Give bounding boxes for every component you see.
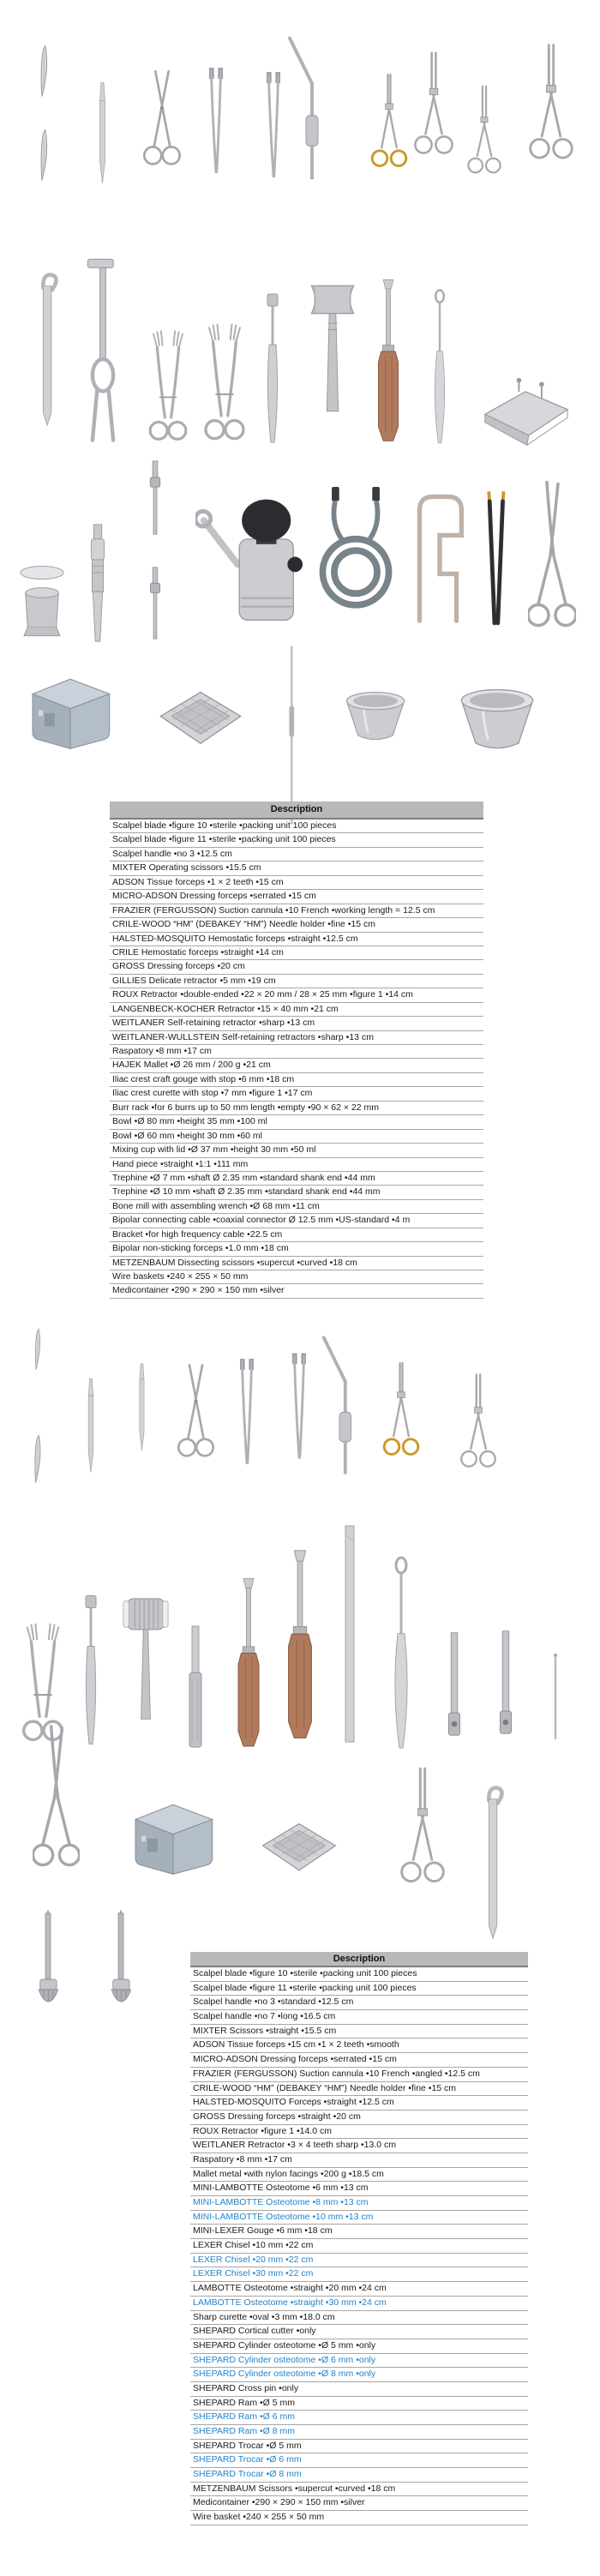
halsted-mosquito-forceps-image [459, 1369, 497, 1482]
raspatory-image [78, 1589, 104, 1751]
table-row: Bipolar connecting cable •coaxial connector Ø 12.5 mm •US-standard •4 m [110, 1214, 483, 1228]
table-row: Scalpel blade •figure 10 •sterile •packing unit 100 pieces [110, 820, 483, 833]
bowl-60mm-image [339, 682, 411, 753]
table-row[interactable]: LAMBOTTE Osteotome •straight •30 mm •24 cm [190, 2297, 528, 2311]
table-row: Raspatory •8 mm •17 cm [110, 1045, 483, 1059]
table-row: Bowl •Ø 60 mm •height 30 mm •60 ml [110, 1130, 483, 1144]
table-row: MIXTER Scissors •straight •15.5 cm [190, 2025, 528, 2039]
table-row[interactable]: SHEPARD Ram •Ø 8 mm [190, 2425, 528, 2440]
table-row: METZENBAUM Scissors •supercut •curved •18 cm [190, 2483, 528, 2497]
mini-lexer-gouge-image [387, 1555, 415, 1751]
metzenbaum-scissors-image [33, 1721, 80, 1879]
table-row: LAMBOTTE Osteotome •straight •20 mm •24 cm [190, 2282, 528, 2297]
hand-piece-image [83, 523, 112, 643]
table-row: LANGENBECK-KOCHER Retractor •15 × 40 mm •21 cm [110, 1003, 483, 1017]
table-row: Scalpel blade •figure 11 •sterile •packing unit 100 pieces [110, 833, 483, 847]
bipolar-connecting-cable-image [310, 468, 401, 643]
table-row: SHEPARD Cortical cutter •only [190, 2325, 528, 2339]
shepard-cross-pin-image [549, 1642, 562, 1751]
langenbeck-kocher-retractor-image [84, 254, 122, 446]
table-row: ROUX Retractor •double-ended •22 × 20 mm / 28 × 25 mm •figure 1 •14 cm [110, 988, 483, 1002]
table-row: Trephine •Ø 7 mm •shaft Ø 2.35 mm •standard shank end •44 mm [110, 1172, 483, 1186]
table-row: Medicontainer •290 × 290 × 150 mm •silver [190, 2496, 528, 2511]
table-row: MIXTER Operating scissors •15.5 cm [110, 862, 483, 875]
table-row: Bowl •Ø 80 mm •height 35 mm •100 ml [110, 1115, 483, 1129]
table-row: Bracket •for high frequency cable •22.5 cm [110, 1228, 483, 1242]
shepard-trocar-image [103, 1900, 139, 2019]
table-row: GROSS Dressing forceps •straight •20 cm [190, 2111, 528, 2125]
adson-tissue-forceps-image [233, 1342, 261, 1482]
table-row: CRILE-WOOD “HM” (DEBAKEY “HM”) Needle holder •fine •15 cm [110, 918, 483, 932]
table-row[interactable]: MINI-LAMBOTTE Osteotome •10 mm •13 cm [190, 2211, 528, 2225]
table-row: LEXER Chisel •10 mm •22 cm [190, 2239, 528, 2254]
table-row: Scalpel handle •no 7 •long •16.5 cm [190, 2010, 528, 2025]
cable-bracket-image [401, 463, 477, 643]
table-row: METZENBAUM Dissecting scissors •supercut •curved •18 cm [110, 1257, 483, 1270]
gross-dressing-forceps-image [399, 1727, 446, 1935]
table-row: Mallet metal •with nylon facings •200 g •18.5 cm [190, 2168, 528, 2183]
table-row[interactable]: SHEPARD Ram •Ø 6 mm [190, 2411, 528, 2425]
mixter-scissors-image [142, 58, 182, 184]
iliac-crest-curette-image [426, 288, 453, 446]
table1-header: Description [110, 802, 483, 820]
shepard-cylinder-osteotome-image [442, 1628, 466, 1751]
scalpel-blade-figure-10-image [32, 1328, 45, 1371]
trephine-10mm-image [144, 566, 166, 641]
table2-header: Description [190, 1952, 528, 1967]
table-row: WEITLANER-WULLSTEIN Self-retaining retractors •sharp •13 cm [110, 1031, 483, 1045]
gross-forceps-image [528, 31, 574, 184]
table-row[interactable]: SHEPARD Cylinder osteotome •Ø 6 mm •only [190, 2354, 528, 2369]
micro-adson-forceps-image [285, 1331, 313, 1482]
table-row: WEITLANER Self-retaining retractor •sharp •13 cm [110, 1017, 483, 1030]
bipolar-forceps-image [473, 477, 514, 643]
table-row: Iliac crest craft gouge with stop •6 mm •18 cm [110, 1073, 483, 1087]
metzenbaum-scissors-image [528, 474, 576, 643]
table-row: MINI-LEXER Gouge •6 mm •18 cm [190, 2225, 528, 2239]
table-row: Trephine •Ø 10 mm •shaft Ø 2.35 mm •standard shank end •44 mm [110, 1186, 483, 1199]
table-row: MICRO-ADSON Dressing forceps •serrated •15 cm [110, 890, 483, 904]
crile-wood-needle-holder-image [370, 67, 408, 184]
table-row[interactable]: SHEPARD Cylinder osteotome •Ø 8 mm •only [190, 2368, 528, 2382]
table-row: Scalpel handle •no 3 •standard •12.5 cm [190, 1996, 528, 2010]
table-row: Bipolar non-sticking forceps •1.0 mm •18 cm [110, 1242, 483, 1256]
mini-lambotte-osteotome-image [183, 1624, 207, 1751]
table-row: Burr rack •for 6 burrs up to 50 mm length •empty •90 × 62 × 22 mm [110, 1102, 483, 1115]
table-row: Sharp curette •oval •3 mm •18.0 cm [190, 2311, 528, 2326]
table-row: SHEPARD Cylinder osteotome •Ø 5 mm •only [190, 2339, 528, 2354]
burr-rack-image [477, 375, 574, 448]
table-row: Medicontainer •290 × 290 × 150 mm •silver [110, 1284, 483, 1298]
roux-retractor-image [482, 1781, 506, 1942]
trephine-7mm-image [144, 459, 166, 537]
weitlaner-retractor-image [141, 326, 195, 450]
table-row: ADSON Tissue forceps •15 cm •1 × 2 teeth •smooth [190, 2039, 528, 2053]
table-row: FRAZIER (FERGUSSON) Suction cannula •10 French •working length = 12.5 cm [110, 904, 483, 918]
frazier-suction-cannula-image [315, 1329, 365, 1482]
table-row[interactable]: LEXER Chisel •30 mm •22 cm [190, 2267, 528, 2282]
table-row: MINI-LAMBOTTE Osteotome •6 mm •13 cm [190, 2182, 528, 2196]
table-row: GROSS Dressing forceps •20 cm [110, 960, 483, 974]
wire-basket-image [153, 679, 249, 754]
table-row: HAJEK Mallet •Ø 26 mm / 200 g •21 cm [110, 1059, 483, 1072]
table-row: Bone mill with assembling wrench •Ø 68 mm •11 cm [110, 1200, 483, 1214]
table-row: FRAZIER (FERGUSSON) Suction cannula •10 French •angled •12.5 cm [190, 2068, 528, 2082]
table-row: Wire basket •240 × 255 × 50 mm [190, 2511, 528, 2525]
table-row: Raspatory •8 mm •17 cm [190, 2153, 528, 2168]
iliac-crest-gouge-image [372, 277, 405, 446]
mixter-scissors-image [177, 1346, 215, 1482]
scalpel-blade-figure-11-image [32, 1434, 45, 1484]
table-row: ROUX Retractor •figure 1 •14.0 cm [190, 2125, 528, 2140]
table-row: HALSTED-MOSQUITO Forceps •straight •12.5 cm [190, 2096, 528, 2111]
medicontainer-image [22, 669, 118, 756]
table-row: CRILE Hemostatic forceps •straight •14 cm [110, 946, 483, 960]
table-row: ADSON Tissue forceps •1 × 2 teeth •15 cm [110, 876, 483, 890]
table-row: HALSTED-MOSQUITO Hemostatic forceps •straight •12.5 cm [110, 933, 483, 946]
table-row: WEITLANER Retractor •3 × 4 teeth sharp •13.0 cm [190, 2139, 528, 2153]
lexer-chisel-image [339, 1516, 360, 1751]
description-table-1 [110, 802, 483, 1299]
shepard-trocar-image [494, 1624, 518, 1751]
hajek-mallet-image [300, 251, 365, 446]
description-table-2 [190, 1952, 528, 2525]
table-row: SHEPARD Trocar •Ø 5 mm [190, 2440, 528, 2454]
raspatory-image [260, 291, 285, 446]
bone-mill-image [195, 474, 305, 643]
crile-forceps-image [413, 33, 454, 184]
table-row: CRILE-WOOD “HM” (DEBAKEY “HM”) Needle holder •fine •15 cm [190, 2082, 528, 2097]
scalpel-handle-image [96, 81, 109, 184]
scalpel-blade-figure-10-image [38, 45, 51, 98]
scalpel-handle-no3-image [85, 1369, 97, 1482]
lambotte-osteotome-20mm-image [232, 1576, 265, 1751]
table-row: Mixing cup with lid •Ø 37 mm •height 30 mm •50 ml [110, 1144, 483, 1157]
bipolar-probe-image [285, 643, 297, 827]
table-row: SHEPARD Ram •Ø 5 mm [190, 2397, 528, 2411]
table-row[interactable]: LEXER Chisel •20 mm •22 cm [190, 2254, 528, 2268]
crile-wood-needle-holder-image [382, 1346, 420, 1482]
frazier-suction-cannula-image [281, 33, 333, 184]
table-row: SHEPARD Cross pin •only [190, 2382, 528, 2397]
nylon-mallet-image [115, 1568, 177, 1751]
table2-rows [190, 1967, 528, 2525]
table-row[interactable]: MINI-LAMBOTTE Osteotome •8 mm •13 cm [190, 2196, 528, 2211]
weitlaner-wullstein-retractor-image [197, 319, 252, 450]
adson-tissue-forceps-image [202, 58, 230, 184]
table-row: Iliac crest curette with stop •7 mm •figure 1 •17 cm [110, 1087, 483, 1101]
table-row: Hand piece •straight •1:1 •111 mm [110, 1158, 483, 1172]
wire-basket-image [250, 1812, 348, 1879]
scalpel-handle-no7-image [136, 1332, 147, 1482]
table-row: GILLIES Delicate retractor •5 mm •19 cm [110, 975, 483, 988]
table-row: Scalpel blade •figure 10 •sterile •packing unit 100 pieces [190, 1967, 528, 1982]
scalpel-blade-figure-11-image [38, 129, 51, 182]
mixing-cup-with-lid-image [10, 564, 74, 643]
table-row[interactable]: SHEPARD Trocar •Ø 6 mm [190, 2453, 528, 2468]
table-row: MICRO-ADSON Dressing forceps •serrated •15 cm [190, 2053, 528, 2068]
table-row: Scalpel blade •figure 11 •sterile •packing unit 100 pieces [190, 1982, 528, 1997]
bowl-80mm-image [453, 679, 542, 763]
table-row[interactable]: SHEPARD Trocar •Ø 8 mm [190, 2468, 528, 2483]
shepard-ram-image [30, 1900, 66, 2019]
roux-retractor-image [36, 251, 60, 446]
table-row: Scalpel handle •no 3 •12.5 cm [110, 848, 483, 862]
table1-rows [110, 820, 483, 1299]
table-row: Wire baskets •240 × 255 × 50 mm [110, 1270, 483, 1284]
medicontainer-image [125, 1792, 221, 1883]
halsted-mosquito-forceps-image [465, 84, 503, 184]
lambotte-osteotome-30mm-image [282, 1540, 318, 1751]
